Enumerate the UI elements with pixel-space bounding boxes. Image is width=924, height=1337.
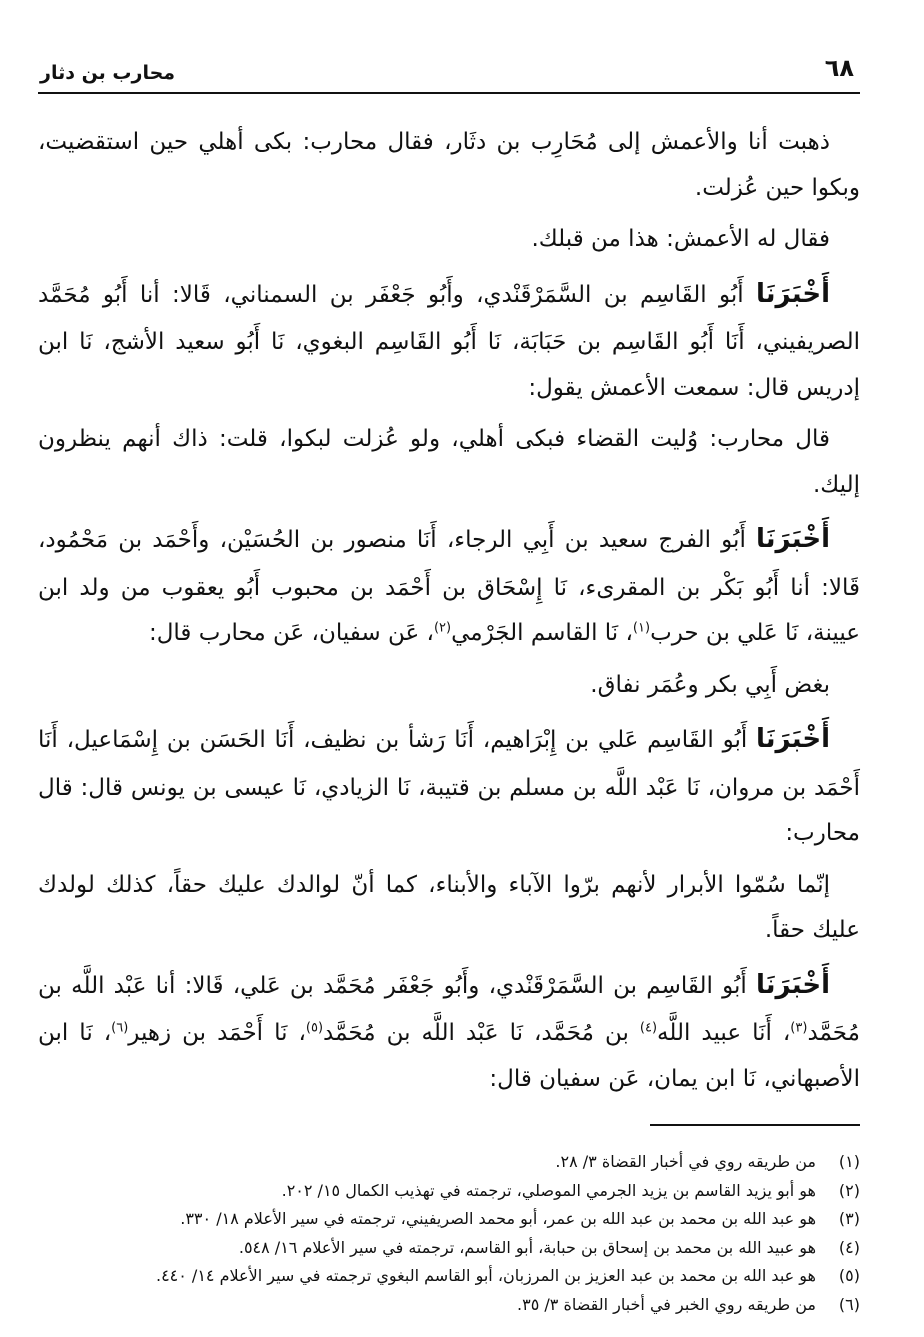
- paragraph: [38, 663, 860, 709]
- footnote-ref[interactable]: (١): [632, 620, 651, 636]
- isnad-text: ، نَا القاسم الجَرْمي: [451, 620, 633, 647]
- footnote: [38, 1148, 860, 1176]
- paragraph-text: ذهبت أنا والأعمش إلى مُحَارِب بن دثَار، فقال محارب: بكى أهلي حين استقضيت، وبكوا حين عُزلت.: [38, 129, 860, 201]
- isnad-paragraph: [38, 269, 860, 412]
- paragraph: [38, 217, 860, 263]
- footnote-ref[interactable]: (٣): [790, 1020, 808, 1036]
- footnote: [38, 1234, 860, 1262]
- book-page: [38, 40, 860, 1319]
- footnote-ref[interactable]: (٦): [111, 1020, 129, 1036]
- footnote: [38, 1205, 860, 1233]
- paragraph: [38, 417, 860, 508]
- isnad-text: ، نَا أَحْمَد بن زهير: [128, 1020, 306, 1047]
- akhbarana-lead: أَخْبَرَنَا: [756, 278, 830, 309]
- isnad-paragraph: [38, 714, 860, 857]
- isnad-text: أَبُو القَاسِم بن السَّمَرْقَنْدي، وأَبُو جَعْفَر مُحَمَّد بن عَلي، قَالا: أنا عَبْد اللَّه بن مُحَمَّد: [38, 972, 860, 1047]
- paragraph-text: قال محارب: وُليت القضاء فبكى أهلي، ولو عُزلت لبكوا، قلت: ذاك أنهم ينظرون إليك.: [38, 426, 860, 498]
- isnad-paragraph: [38, 514, 860, 657]
- footnote-number: (٥): [838, 1266, 860, 1286]
- footnote: [38, 1291, 860, 1319]
- paragraph: [38, 120, 860, 211]
- paragraph-text: إنّما سُمّوا الأبرار لأنهم برّوا الآباء والأبناء، كما أنّ لوالدك عليك حقاً، كذلك لولدك عليك حقاً.: [38, 871, 860, 944]
- footnote-ref[interactable]: (٢): [433, 620, 452, 636]
- footnotes: [38, 1148, 860, 1319]
- footnote-text: من طريقه روي في أخبار القضاة ٣/ ٢٨.: [555, 1152, 816, 1172]
- footnote-number: (٤): [838, 1237, 860, 1257]
- akhbarana-lead: أَخْبَرَنَا: [756, 969, 830, 1000]
- footnote-text: هو أبو يزيد القاسم بن يزيد الجرمي الموصلي، ترجمته في تهذيب الكمال ١٥/ ٢٠٢.: [281, 1180, 816, 1200]
- footnote-number: (١): [838, 1152, 860, 1172]
- footnote-number: (٣): [838, 1209, 860, 1229]
- page-header: [38, 40, 860, 94]
- isnad-text: ، عَن سفيان، عَن محارب قال:: [148, 620, 434, 647]
- footnote-number: (٦): [838, 1294, 860, 1314]
- isnad-text: بن مُحَمَّد، نَا عَبْد اللَّه بن مُحَمَّد: [323, 1020, 640, 1047]
- running-title: محارب بن دثار: [40, 62, 176, 84]
- page-number: ٦٨: [824, 54, 854, 82]
- paragraph-text: بغض أَبِي بكر وعُمَر نفاق.: [590, 671, 830, 698]
- footnote: [38, 1262, 860, 1290]
- footnote: [38, 1177, 860, 1205]
- footnote-text: هو عبد الله بن محمد بن عبد الله بن عمر، أبو محمد الصريفيني، ترجمته في سير الأعلام ١٨/ ٣٣٠.: [180, 1209, 816, 1229]
- footnote-text: من طريقه روي الخبر في أخبار القضاة ٣/ ٣٥.: [517, 1294, 816, 1314]
- footnote-text: هو عبد الله بن محمد بن عبد العزيز بن المرزبان، أبو القاسم البغوي ترجمته في سير الأعلام ١٤/ ٤٤٠.: [155, 1266, 816, 1286]
- main-text: [38, 120, 860, 1102]
- paragraph-text: فقال له الأعمش: هذا من قبلك.: [531, 226, 830, 253]
- isnad-text: ، أَنَا عبيد اللَّه: [657, 1020, 791, 1047]
- footnote-ref[interactable]: (٥): [305, 1020, 324, 1036]
- isnad-text: أَبُو القَاسِم بن السَّمَرْقَنْدي، وأَبُو جَعْفَر بن السمناني، قَالا: أنا أَبُو مُحَمَّد الصريفيني، أَنَا أَبُو القَاسِم بن حَبَابَة، نَا أَبُو القَاسِم البغوي، نَا أَبُو سعيد الأشج، نَا ابن إدريس قال: سمعت الأعمش يقول:: [38, 281, 860, 401]
- footnote-divider: [650, 1124, 860, 1126]
- footnote-number: (٢): [838, 1180, 860, 1200]
- isnad-text: ، نَا ابن الأصبهاني، نَا ابن يمان، عَن سفيان قال:: [38, 1020, 860, 1092]
- isnad-text: أَبُو الفرج سعيد بن أَبِي الرجاء، أَنَا منصور بن الحُسَيْن، وأَحْمَد بن مَحْمُود، قَالا: أنا أَبُو بَكْر بن المقرىء، نَا إِسْحَاق بن أَحْمَد بن محبوب أَبُو يعقوب من ولد ابن عيينة، نَا عَلي بن حرب: [38, 527, 860, 647]
- isnad-text: أَبُو القَاسِم عَلي بن إِبْرَاهيم، أَنَا رَشأ بن نظيف، أَنَا الحَسَن بن إِسْمَاعيل، أَنَا أَحْمَد بن مروان، نَا عَبْد اللَّه بن مسلم بن قتيبة، نَا الزيادي، نَا عيسى بن يونس قال: قال محارب:: [38, 727, 860, 847]
- isnad-paragraph: [38, 960, 860, 1103]
- footnote-ref[interactable]: (٤): [639, 1020, 658, 1036]
- paragraph: [38, 863, 860, 954]
- footnote-text: هو عبيد الله بن محمد بن إسحاق بن حبابة، أبو القاسم، ترجمته في سير الأعلام ١٦/ ٥٤٨.: [238, 1237, 816, 1257]
- akhbarana-lead: أَخْبَرَنَا: [756, 724, 830, 755]
- akhbarana-lead: أَخْبَرَنَا: [756, 524, 830, 555]
